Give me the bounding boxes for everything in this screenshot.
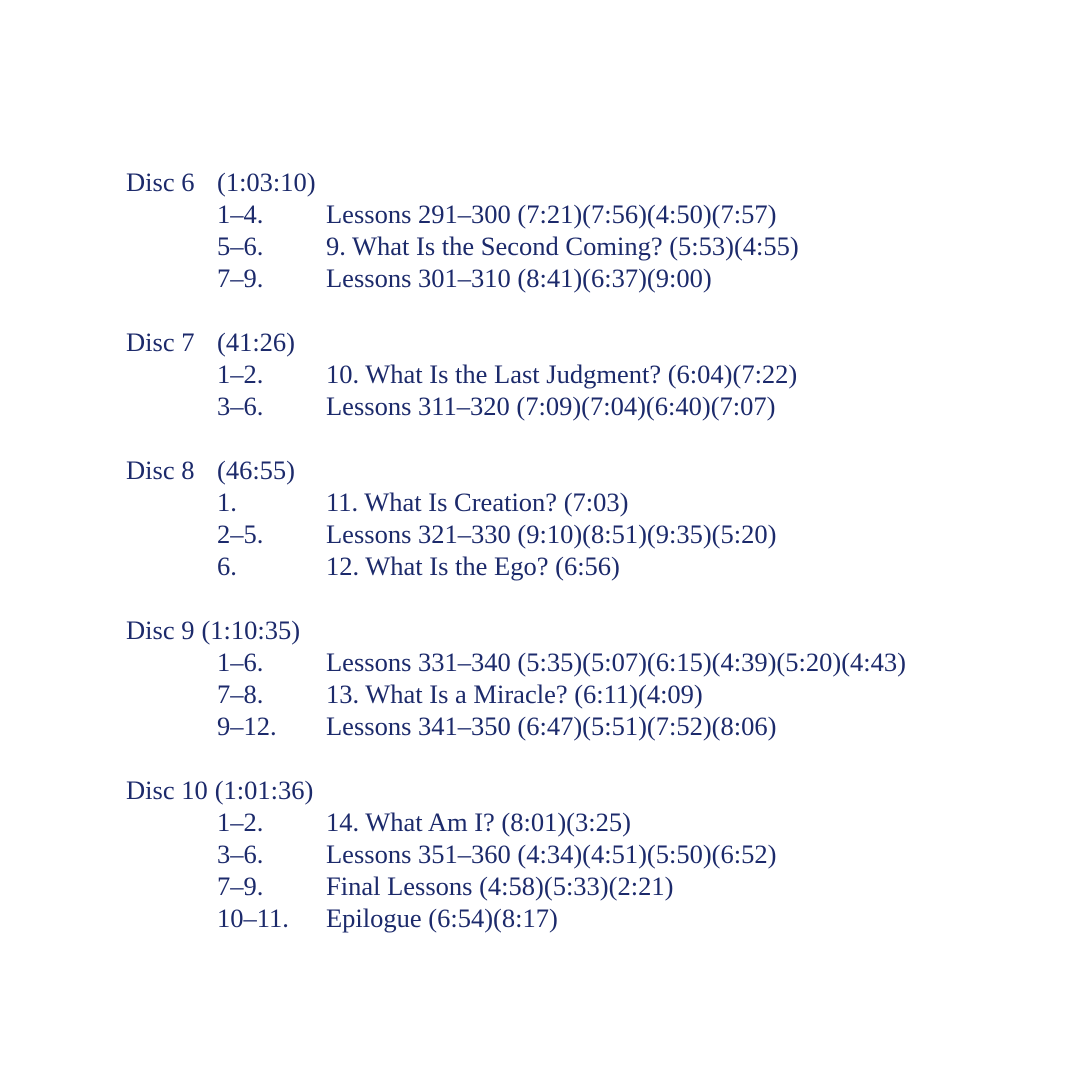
track-number: 7–9. xyxy=(217,263,264,293)
disc-10 xyxy=(126,774,1026,934)
disc-label: Disc 10 xyxy=(126,775,208,805)
disc-duration: (1:10:35) xyxy=(201,615,301,645)
disc-label: Disc 9 xyxy=(126,615,195,645)
track-number: 9–12. xyxy=(217,711,277,741)
track-row xyxy=(126,646,1026,678)
track-row xyxy=(126,806,1026,838)
disc-label: Disc 7 xyxy=(126,327,195,357)
track-number: 3–6. xyxy=(217,391,264,421)
track-title: Final Lessons (4:58)(5:33)(2:21) xyxy=(326,871,674,901)
track-title: Lessons 351–360 (4:34)(4:51)(5:50)(6:52) xyxy=(326,839,777,869)
track-row xyxy=(126,710,1026,742)
disc-header xyxy=(126,166,1026,198)
track-row xyxy=(126,230,1026,262)
track-row xyxy=(126,518,1026,550)
track-row xyxy=(126,870,1026,902)
disc-header xyxy=(126,454,1026,486)
track-title: 11. What Is Creation? (7:03) xyxy=(326,487,629,517)
track-title: Lessons 331–340 (5:35)(5:07)(6:15)(4:39)(5:20)(4:43) xyxy=(326,647,906,677)
track-number: 1–4. xyxy=(217,199,264,229)
track-title: Lessons 301–310 (8:41)(6:37)(9:00) xyxy=(326,263,712,293)
disc-label: Disc 8 xyxy=(126,455,195,485)
disc-6 xyxy=(126,166,1026,294)
track-row xyxy=(126,390,1026,422)
track-row xyxy=(126,550,1026,582)
track-title: Lessons 311–320 (7:09)(7:04)(6:40)(7:07) xyxy=(326,391,776,421)
track-number: 1–2. xyxy=(217,359,264,389)
disc-duration: (41:26) xyxy=(217,327,296,357)
disc-header xyxy=(126,614,1026,646)
track-number: 5–6. xyxy=(217,231,264,261)
track-row xyxy=(126,838,1026,870)
track-row xyxy=(126,262,1026,294)
track-number: 10–11. xyxy=(217,903,289,933)
track-number: 3–6. xyxy=(217,839,264,869)
track-title: Lessons 291–300 (7:21)(7:56)(4:50)(7:57) xyxy=(326,199,777,229)
track-number: 7–9. xyxy=(217,871,264,901)
track-row xyxy=(126,198,1026,230)
track-number: 1–6. xyxy=(217,647,264,677)
track-number: 6. xyxy=(217,551,237,581)
track-number: 1. xyxy=(217,487,237,517)
track-row xyxy=(126,486,1026,518)
track-row xyxy=(126,902,1026,934)
disc-header xyxy=(126,326,1026,358)
disc-duration: (1:01:36) xyxy=(214,775,314,805)
track-title: Epilogue (6:54)(8:17) xyxy=(326,903,558,933)
track-row xyxy=(126,358,1026,390)
disc-9 xyxy=(126,614,1026,742)
track-title: 10. What Is the Last Judgment? (6:04)(7:22) xyxy=(326,359,798,389)
track-title: 12. What Is the Ego? (6:56) xyxy=(326,551,620,581)
disc-label: Disc 6 xyxy=(126,167,195,197)
disc-duration: (1:03:10) xyxy=(217,167,316,197)
track-row xyxy=(126,678,1026,710)
track-title: 13. What Is a Miracle? (6:11)(4:09) xyxy=(326,679,703,709)
track-title: 9. What Is the Second Coming? (5:53)(4:55) xyxy=(326,231,799,261)
track-number: 2–5. xyxy=(217,519,264,549)
track-title: 14. What Am I? (8:01)(3:25) xyxy=(326,807,631,837)
disc-duration: (46:55) xyxy=(217,455,296,485)
track-title: Lessons 321–330 (9:10)(8:51)(9:35)(5:20) xyxy=(326,519,777,549)
track-listing xyxy=(126,166,1026,966)
disc-7 xyxy=(126,326,1026,422)
disc-8 xyxy=(126,454,1026,582)
track-number: 7–8. xyxy=(217,679,264,709)
track-number: 1–2. xyxy=(217,807,264,837)
track-title: Lessons 341–350 (6:47)(5:51)(7:52)(8:06) xyxy=(326,711,777,741)
disc-header xyxy=(126,774,1026,806)
